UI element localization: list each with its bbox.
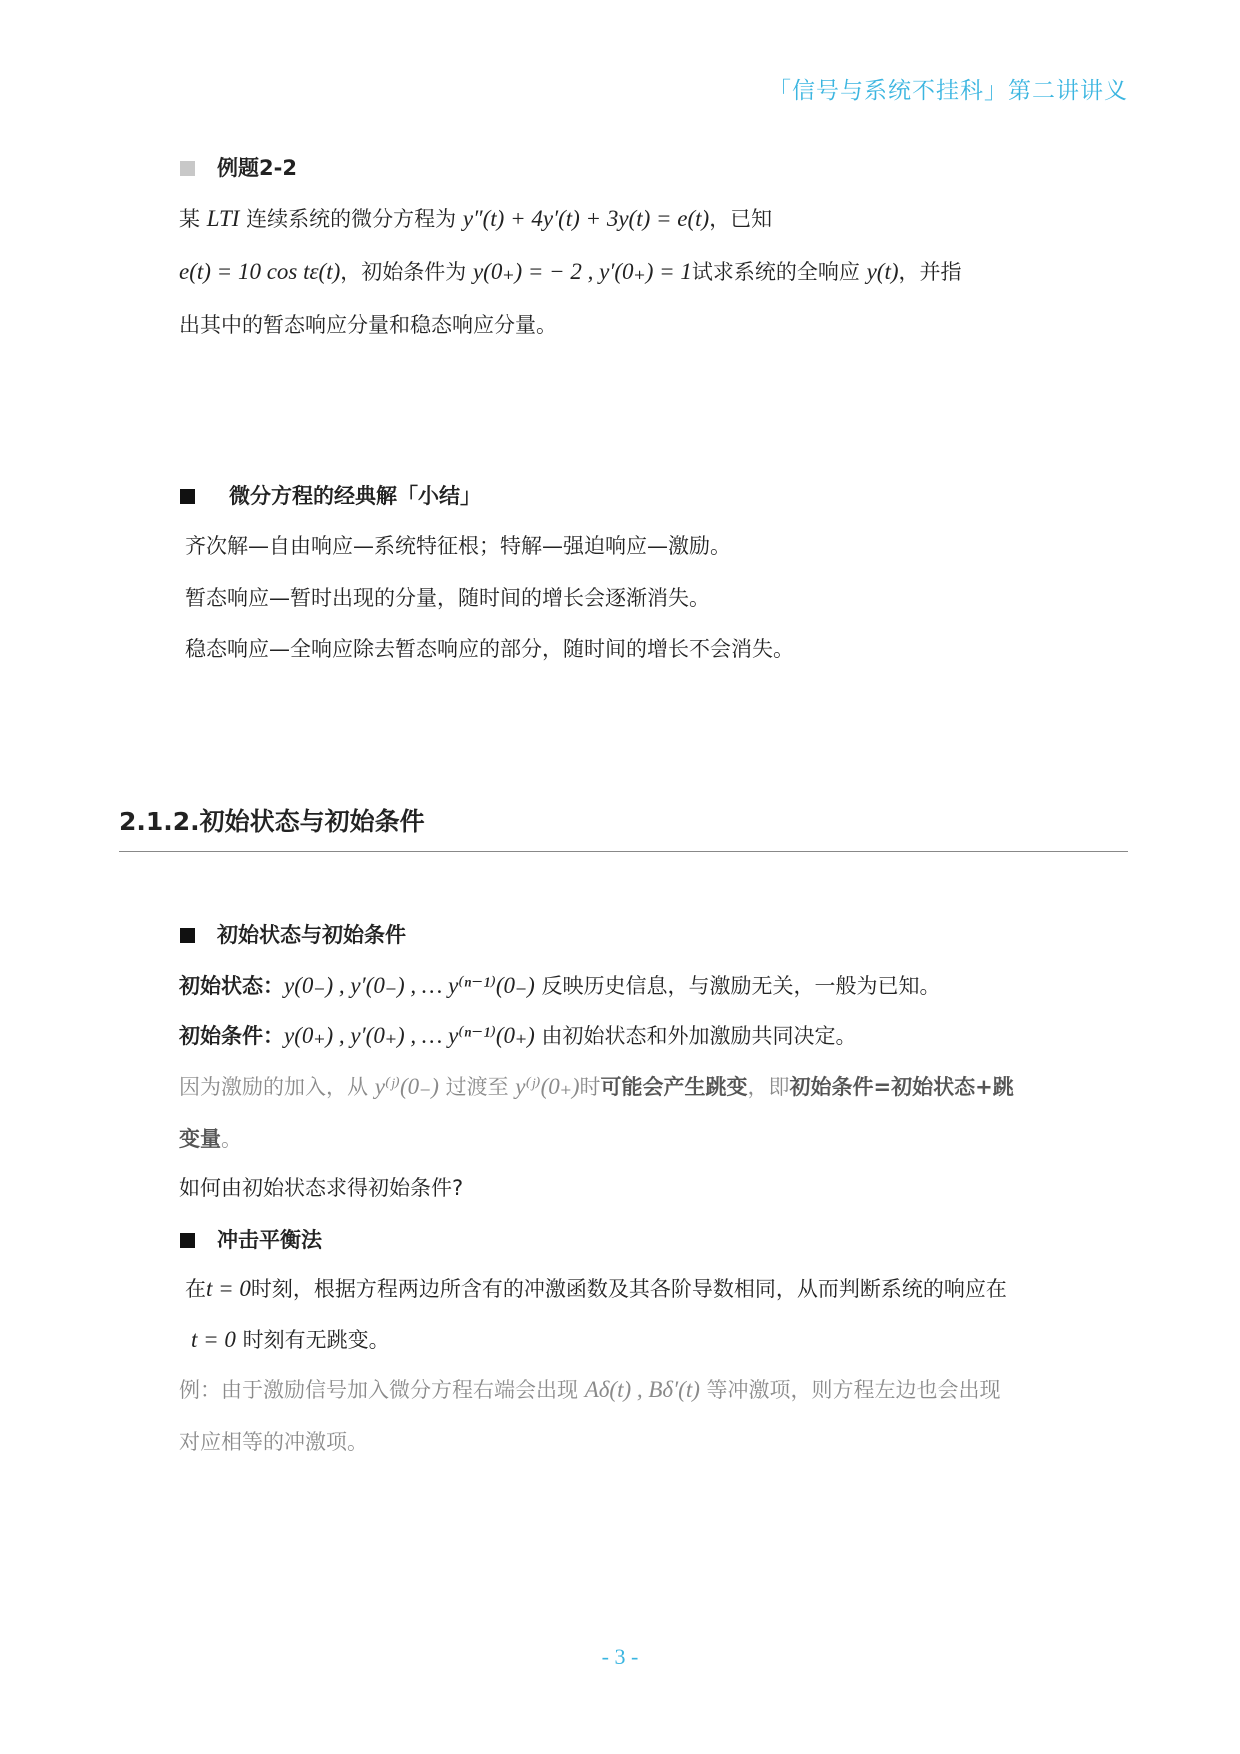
math: y(0₊) = − 2 , y′(0₊) = 1 [472,259,692,284]
label: 初始条件： [179,1024,284,1048]
text: 反映历史信息，与激励无关，一般为已知。 [534,974,941,998]
math: t = 0 [191,1327,236,1352]
bullet-square-icon [180,489,195,504]
impulse-line-1 [185,1274,1007,1304]
summary-title: 微分方程的经典解「小结」 [229,484,481,508]
bullet-square-icon [180,161,195,176]
jump-line [179,1072,1014,1102]
impulse-line-2 [191,1325,390,1355]
text: 试求系统的全响应 [691,260,867,284]
text: 等冲激项，则方程左边也会出现 [699,1378,1001,1402]
text: ，即 [747,1075,790,1099]
bullet-square-icon [180,928,195,943]
summary-line: 齐次解—自由响应—系统特征根；特解—强迫响应—激励。 [185,534,731,558]
math: t = 0 [206,1276,251,1301]
section-divider [119,851,1128,852]
initial-condition-line [179,1021,857,1051]
example-line-3: 出其中的暂态响应分量和稳态响应分量。 [179,313,557,337]
document-header: 「信号与系统不挂科」第二讲讲义 [768,78,1128,104]
summary-heading [180,481,481,511]
math: e(t) = 10 cos tε(t) [179,259,341,284]
summary-line: 稳态响应—全响应除去暂态响应的部分，随时间的增长不会消失。 [185,637,794,661]
text: ，并指 [898,260,962,284]
page-number: - 3 - [601,1644,639,1669]
example-line-1 [179,204,772,234]
emphasis: 变量 [179,1127,221,1151]
jump-line-2 [179,1124,242,1154]
text: ，初始条件为 [340,260,473,284]
math: LTI [206,206,240,231]
text: 时刻，根据方程两边所含有的冲激函数及其各阶导数相同，从而判断系统的响应在 [250,1277,1007,1301]
emphasis: 初始条件=初始状态+跳 [789,1075,1014,1099]
math: y(0₋) , y′(0₋) , … y⁽ⁿ⁻¹⁾(0₋) [284,973,535,998]
section-title: 2.1.2.初始状态与初始条件 [119,807,425,836]
text: 例：由于激励信号加入微分方程右端会出现 [179,1378,585,1402]
math: y⁽ʲ⁾(0₊) [515,1074,580,1099]
text: ，已知 [709,207,773,231]
initial-state-line [179,971,941,1001]
impulse-example-1 [179,1375,1001,1405]
text: 连续系统的微分方程为 [239,207,463,231]
impulse-title: 冲击平衡法 [217,1228,322,1252]
equation: y″(t) + 4y′(t) + 3y(t) = e(t) [462,206,710,231]
example-line-2 [179,257,962,287]
initial-title: 初始状态与初始条件 [217,923,406,947]
math: y(0₊) , y′(0₊) , … y⁽ⁿ⁻¹⁾(0₊) [284,1023,535,1048]
impulse-example-2: 对应相等的冲激项。 [179,1430,368,1454]
emphasis: 可能会产生跳变 [600,1075,748,1099]
impulse-heading [180,1225,322,1255]
text: 过渡至 [438,1075,516,1099]
math: y⁽ʲ⁾(0₋) [374,1074,439,1099]
bullet-square-icon [180,1233,195,1248]
text: 。 [221,1127,242,1151]
example-title: 例题2-2 [217,156,297,180]
label: 初始状态： [179,974,284,998]
text: 时 [579,1075,601,1099]
text: 因为激励的加入，从 [179,1075,375,1099]
summary-line: 暂态响应—暂时出现的分量，随时间的增长会逐渐消失。 [185,586,710,610]
math: Aδ(t) , Bδ′(t) [584,1377,700,1402]
initial-heading [180,920,406,950]
question-line: 如何由初始状态求得初始条件? [179,1176,464,1200]
text: 某 [179,207,207,231]
text: 时刻有无跳变。 [235,1328,390,1352]
text: 在 [185,1277,206,1301]
example-heading [180,153,297,183]
text: 由初始状态和外加激励共同决定。 [534,1024,857,1048]
math: y(t) [866,259,899,284]
